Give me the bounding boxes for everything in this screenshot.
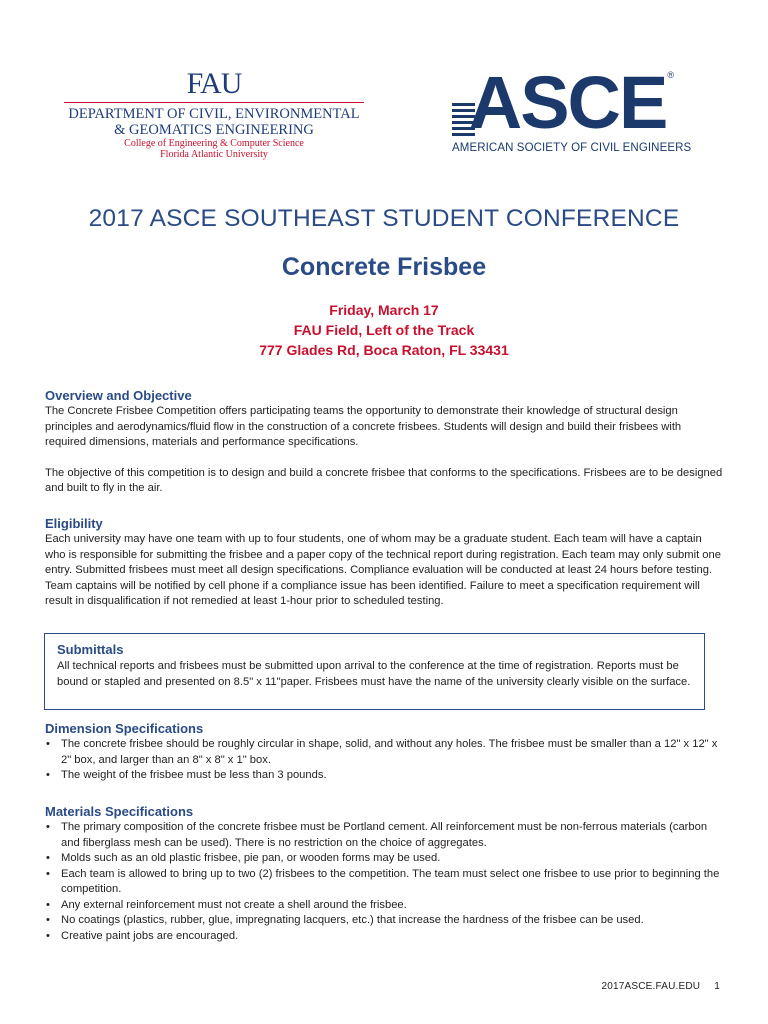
fau-department-line1: DEPARTMENT OF CIVIL, ENVIRONMENTAL	[68, 106, 360, 122]
submittals-box	[44, 633, 705, 710]
fau-university: Florida Atlantic University	[160, 149, 268, 160]
dimension-list	[45, 737, 725, 784]
asce-logo-mark: ASCE	[468, 61, 667, 144]
list-item: • Molds such as an old plastic frisbee, pie pan, or wooden forms may be used.	[45, 851, 725, 867]
asce-registered-mark: ®	[667, 70, 674, 80]
dimension-heading: Dimension Specifications	[45, 721, 204, 736]
submittals-heading: Submittals	[57, 642, 124, 657]
eligibility-paragraph: Each university may have one team with up to four students, one of whom may be a graduate student. Each team will have a captain who is responsible for submitting the frisbee and a paper copy of the technical report during registration. Each team may only submit one entry. Submitted frisbees must meet all design specifications. Compliance evaluation will be conducted at least 24 hours before testing. Team captains will be notified by cell phone if a compliance issue has been identified. Failure to meet a specification requirement will result in disqualification if not remedied at least 1-hour prior to scheduled testing.	[45, 533, 721, 607]
materials-list	[45, 820, 725, 944]
event-info	[0, 300, 768, 360]
asce-logo-subtitle: AMERICAN SOCIETY OF CIVIL ENGINEERS	[452, 142, 692, 154]
overview-paragraph-1: The Concrete Frisbee Competition offers participating teams the opportunity to demonstrate their knowledge of structural design principles and aerodynamics/fluid flow in the construction of a concrete frisbees. Students will design and build their frisbees with required dimensions, materials and performance specifications.	[45, 405, 682, 448]
eligibility-section	[45, 516, 725, 610]
list-item: • The weight of the frisbee must be less than 3 pounds.	[45, 768, 725, 784]
fau-logo-mark: FAU	[186, 67, 242, 100]
list-item: • No coatings (plastics, rubber, glue, impregnating lacquers, etc.) that increase the hardness of the frisbee can be used.	[45, 913, 725, 929]
eligibility-heading: Eligibility	[45, 516, 103, 531]
materials-section	[45, 804, 725, 944]
dimension-section	[45, 721, 725, 784]
event-date: Friday, March 17	[329, 302, 439, 318]
fau-logo-rule	[64, 102, 364, 103]
conference-title: 2017 ASCE SOUTHEAST STUDENT CONFERENCE	[88, 205, 680, 232]
fau-logo	[64, 68, 364, 160]
list-item: • The concrete frisbee should be roughly circular in shape, solid, and without any holes. The frisbee must be smaller than a 12" x 12" x 2" box, and larger than an 8" x 8" x 1" box.	[45, 737, 725, 768]
asce-logo-wordmark	[452, 61, 674, 144]
fau-department-line2: & GEOMATICS ENGINEERING	[114, 122, 314, 138]
list-item: • Creative paint jobs are encouraged.	[45, 929, 725, 945]
list-item: • Any external reinforcement must not create a shell around the frisbee.	[45, 898, 725, 914]
event-title: Concrete Frisbee	[281, 253, 487, 281]
submittals-paragraph: All technical reports and frisbees must be submitted upon arrival to the conference at the time of registration. Reports must be bound or stapled and presented on 8.5" x 11"paper. Frisbees must have the name of the university clearly visible on the surface.	[57, 660, 691, 688]
event-location: FAU Field, Left of the Track	[293, 322, 475, 338]
asce-logo	[452, 61, 692, 154]
page-number: 1	[714, 981, 720, 992]
footer-url: 2017ASCE.FAU.EDU	[601, 981, 701, 992]
page-footer	[601, 981, 720, 992]
materials-heading: Materials Specifications	[45, 804, 194, 819]
overview-paragraph-2: The objective of this competition is to design and build a concrete frisbee that conforms to the specifications. Frisbees are to be designed and built to fly in the air.	[45, 466, 723, 494]
fau-college: College of Engineering & Computer Science	[124, 138, 304, 149]
event-address: 777 Glades Rd, Boca Raton, FL 33431	[259, 342, 509, 358]
overview-heading: Overview and Objective	[45, 388, 192, 403]
overview-section	[45, 388, 725, 497]
list-item: • Each team is allowed to bring up to two (2) frisbees to the competition. The team must select one frisbee to use prior to beginning the competition.	[45, 867, 725, 898]
list-item: • The primary composition of the concrete frisbee must be Portland cement. All reinforcement must be non-ferrous materials (carbon and fiberglass mesh can be used). There is no restriction on the choice of aggregates.	[45, 820, 725, 851]
